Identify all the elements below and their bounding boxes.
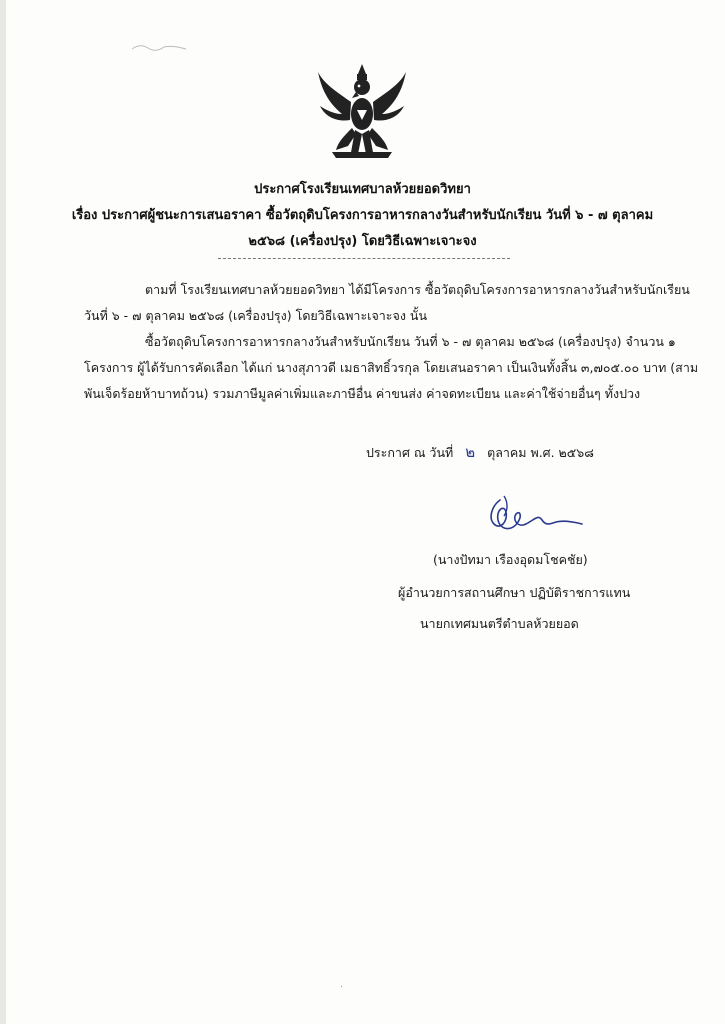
garuda-emblem-icon (312, 62, 412, 162)
paragraph-2-line-3: พันเจ็ดร้อยห้าบาทถ้วน) รวมภาษีมูลค่าเพิ่มและภาษีอื่น ค่าขนส่ง ค่าจดทะเบียน และค่าใช้จ่ายอื่นๆ ทั้งปวง (84, 386, 641, 401)
paragraph-1-line-2: วันที่ ๖ - ๗ ตุลาคม ๒๕๖๘ (เครื่องปรุง) โดยวิธีเฉพาะเจาะจง นั้น (84, 308, 427, 323)
announce-date (366, 440, 594, 464)
dashed-divider (218, 258, 510, 259)
scan-mark: · (340, 982, 344, 993)
paragraph-2-line-1: ซื้อวัตถุดิบโครงการอาหารกลางวันสำหรับนักเรียน วันที่ ๖ - ๗ ตุลาคม ๒๕๖๘ (เครื่องปรุง) จำนวน ๑ (145, 334, 676, 349)
subject-line-1: เรื่อง ประกาศผู้ชนะการเสนอราคา ซื้อวัตถุดิบโครงการอาหารกลางวันสำหรับนักเรียน วันที่ ๖ - ๗ ตุลาคม (71, 208, 654, 223)
scan-edge (0, 0, 6, 1024)
date-prefix: ประกาศ ณ วันที่ (366, 445, 454, 460)
date-day: ๒ (465, 443, 476, 461)
paragraph-1-line-1: ตามที่ โรงเรียนเทศบาลห้วยยอดวิทยา ได้มีโครงการ ซื้อวัตถุดิบโครงการอาหารกลางวันสำหรับนักเรียน (145, 282, 690, 297)
date-suffix: ตุลาคม พ.ศ. ๒๕๖๘ (487, 445, 594, 460)
signatory-position-2: นายกเทศมนตรีตำบลห้วยยอด (420, 616, 579, 631)
paragraph-2-line-2: โครงการ ผู้ได้รับการคัดเลือก ได้แก่ นางสุภาวดี เมธาสิทธิ์วรกุล โดยเสนอราคา เป็นเงินทั้งสิ้น ๓,๗๐๕.๐๐ บาท (สาม (84, 360, 699, 375)
pencil-scribble (130, 40, 190, 54)
announcement-title: ประกาศโรงเรียนเทศบาลห้วยยอดวิทยา (254, 182, 471, 197)
signatory-position-1: ผู้อำนวยการสถานศึกษา ปฏิบัติราชการแทน (398, 585, 631, 600)
subject-line-2: ๒๕๖๘ (เครื่องปรุง) โดยวิธีเฉพาะเจาะจง (248, 234, 477, 249)
signatory-name: (นางปัทมา เรืองอุดมโชคชัย) (433, 552, 588, 567)
handwritten-signature (478, 492, 588, 544)
